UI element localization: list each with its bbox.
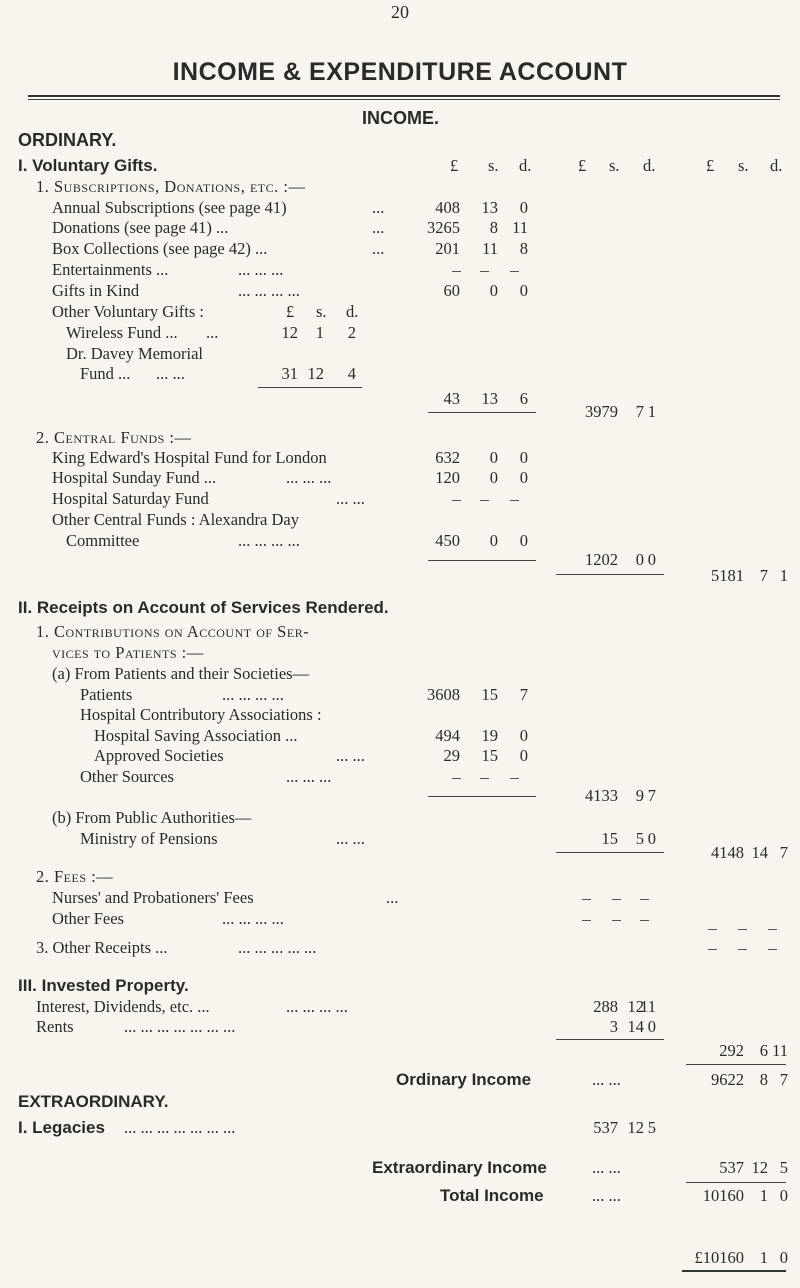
central-total-pounds: 1202 xyxy=(585,550,618,569)
other-gifts-rule xyxy=(258,387,362,388)
rents-label: Rents xyxy=(36,1017,74,1036)
king-edward-pence: 0 xyxy=(519,448,528,467)
approved-societies-label: Approved Societies xyxy=(94,746,224,765)
committee-label: Committee xyxy=(66,531,140,550)
wireless-pounds: 12 xyxy=(281,323,298,342)
title-rule-thin xyxy=(28,99,780,100)
interest-pence: 11 xyxy=(640,997,656,1016)
voluntary-total-shillings: 7 xyxy=(759,566,768,585)
pensions-leader: ... ... xyxy=(336,829,365,848)
public-authorities-heading: (b) From Public Authorities— xyxy=(52,808,252,827)
ordinary-income-pounds: 9622 xyxy=(711,1070,744,1089)
davey-pence: 4 xyxy=(347,364,356,383)
saving-association-pence: 0 xyxy=(519,726,528,745)
total-income-shillings: 1 xyxy=(759,1186,768,1205)
voluntary-total-pence: 1 xyxy=(779,566,788,585)
col-pence-1: d. xyxy=(519,156,532,175)
committee-leader: ... ... ... ... xyxy=(238,531,300,550)
other-fees-dash xyxy=(612,920,621,921)
davey-shillings: 12 xyxy=(307,364,324,383)
col-shillings-3: s. xyxy=(738,156,749,175)
wireless-pence: 2 xyxy=(347,323,356,342)
gifts-in-kind-pounds: 60 xyxy=(443,281,460,300)
pensions-shillings: 5 xyxy=(635,829,644,848)
box-collections-pounds: 201 xyxy=(435,239,460,258)
col-pence-3: d. xyxy=(770,156,783,175)
ordinary-rule xyxy=(686,1064,786,1065)
patients-pounds: 3608 xyxy=(427,685,460,704)
other-receipts-label: 3. Other Receipts ... xyxy=(36,938,168,957)
patients-shillings: 15 xyxy=(481,685,498,704)
fees-total-dash xyxy=(768,929,777,930)
davey-pounds: 31 xyxy=(281,364,298,383)
other-gifts-total-shillings: 13 xyxy=(481,389,498,408)
king-edward-shillings: 0 xyxy=(489,448,498,467)
davey-label: Fund ... xyxy=(80,364,131,383)
total-income-label: Total Income xyxy=(440,1186,544,1205)
box-collections-leader: ... xyxy=(372,239,385,258)
committee-pounds: 450 xyxy=(435,531,460,550)
inner-col-pounds: £ xyxy=(286,302,295,321)
subscriptions-subtotal-shillings: 7 xyxy=(635,402,644,421)
annual-subs-pence: 0 xyxy=(519,198,528,217)
subtotal-a-shillings: 9 xyxy=(635,786,644,805)
other-sources-dash xyxy=(510,778,519,779)
invested-total-pounds: 292 xyxy=(719,1041,744,1060)
other-receipts-leader: ... ... ... ... ... xyxy=(238,938,317,957)
annual-subs-leader: ... xyxy=(372,198,385,217)
voluntary-heading: I. Voluntary Gifts. xyxy=(18,156,158,175)
carried-total-pounds: £10160 xyxy=(694,1248,744,1267)
hospital-saturday-dash xyxy=(510,500,519,501)
interest-shillings: 12 xyxy=(627,997,644,1016)
section-heading: INCOME. xyxy=(362,108,440,128)
pensions-label: Ministry of Pensions xyxy=(80,829,218,848)
contributions-total-pence: 7 xyxy=(779,843,788,862)
box-collections-shillings: 11 xyxy=(482,239,498,258)
central-total-shillings: 0 xyxy=(635,550,644,569)
other-sources-dash xyxy=(452,778,461,779)
contributions-rule xyxy=(556,852,664,853)
hospital-sunday-pence: 0 xyxy=(519,468,528,487)
committee-shillings: 0 xyxy=(489,531,498,550)
donations-pence: 11 xyxy=(512,218,528,237)
annual-subs-label: Annual Subscriptions (see page 41) xyxy=(52,198,287,217)
receipts-heading: II. Receipts on Account of Services Rendered. xyxy=(18,598,389,617)
patients-pence: 7 xyxy=(519,685,528,704)
other-gifts-label: Other Voluntary Gifts : xyxy=(52,302,205,321)
hospital-saturday-leader: ... ... xyxy=(336,489,365,508)
rents-leader: ... ... ... ... ... ... ... xyxy=(124,1017,236,1036)
patients-label: Patients xyxy=(80,685,133,704)
davey-label-line1: Dr. Davey Memorial xyxy=(66,344,204,363)
carried-total-pence: 0 xyxy=(779,1248,788,1267)
wireless-leader: ... xyxy=(206,323,219,342)
col-shillings-2: s. xyxy=(609,156,620,175)
hospital-sunday-pounds: 120 xyxy=(435,468,460,487)
contributions-heading-line1: 1. Contributions on Account of Ser- xyxy=(36,622,310,641)
patients-leader: ... ... ... ... xyxy=(222,685,284,704)
entertainments-leader: ... ... ... xyxy=(238,260,284,279)
hospital-saturday-dash xyxy=(480,500,489,501)
saving-association-pounds: 494 xyxy=(435,726,460,745)
extraordinary-income-shillings: 12 xyxy=(751,1158,768,1177)
nurses-fees-dash xyxy=(640,899,649,900)
ordinary-income-label: Ordinary Income xyxy=(396,1070,532,1089)
nurses-fees-dash xyxy=(582,899,591,900)
invested-total-shillings: 6 xyxy=(759,1041,768,1060)
davey-leader: ... ... xyxy=(156,364,185,383)
col-pounds-1: £ xyxy=(450,156,459,175)
interest-pounds: 288 xyxy=(593,997,618,1016)
contributory-associations-heading: Hospital Contributory Associations : xyxy=(80,705,322,724)
other-fees-dash xyxy=(582,920,591,921)
donations-shillings: 8 xyxy=(489,218,498,237)
hospital-sunday-label: Hospital Sunday Fund ... xyxy=(52,468,217,487)
approved-societies-leader: ... ... xyxy=(336,746,365,765)
col-pounds-2: £ xyxy=(578,156,587,175)
saving-association-label: Hospital Saving Association ... xyxy=(94,726,298,745)
legacies-pounds: 537 xyxy=(593,1118,618,1137)
patients-societies-heading: (a) From Patients and their Societies— xyxy=(52,664,310,683)
col-pounds-3: £ xyxy=(706,156,715,175)
subscriptions-rule xyxy=(428,412,536,413)
rents-pounds: 3 xyxy=(609,1017,618,1036)
contributions-heading-line2: vices to Patients :— xyxy=(52,643,204,662)
extraordinary-income-label: Extraordinary Income xyxy=(372,1158,547,1177)
fees-total-dash xyxy=(708,929,717,930)
invested-heading: III. Invested Property. xyxy=(18,976,189,995)
extraordinary-heading: EXTRAORDINARY. xyxy=(18,1092,169,1111)
box-collections-pence: 8 xyxy=(519,239,528,258)
other-fees-label: Other Fees xyxy=(52,909,124,928)
col-pence-2: d. xyxy=(643,156,656,175)
other-sources-leader: ... ... ... xyxy=(286,767,332,786)
hospital-sunday-shillings: 0 xyxy=(489,468,498,487)
nurses-fees-dash xyxy=(612,899,621,900)
extraordinary-income-pence: 5 xyxy=(779,1158,788,1177)
donations-label: Donations (see page 41) ... xyxy=(52,218,229,237)
contributions-total-shillings: 14 xyxy=(751,843,768,862)
invested-rule xyxy=(556,1039,664,1040)
entertainments-label: Entertainments ... xyxy=(52,260,169,279)
donations-pounds: 3265 xyxy=(427,218,460,237)
hospital-saturday-label: Hospital Saturday Fund xyxy=(52,489,209,508)
nurses-fees-leader: ... xyxy=(386,888,399,907)
ordinary-heading: ORDINARY. xyxy=(18,130,117,150)
inner-col-shillings: s. xyxy=(316,302,327,321)
donations-leader: ... xyxy=(372,218,385,237)
nurses-fees-label: Nurses' and Probationers' Fees xyxy=(52,888,254,907)
pensions-pounds: 15 xyxy=(601,829,618,848)
other-receipts-dash xyxy=(708,949,717,950)
page-number: 20 xyxy=(391,2,409,22)
subscriptions-subtotal-pounds: 3979 xyxy=(585,402,618,421)
other-sources-dash xyxy=(480,778,489,779)
other-fees-dash xyxy=(640,920,649,921)
patients-rule xyxy=(428,796,536,797)
interest-label: Interest, Dividends, etc. ... xyxy=(36,997,210,1016)
other-sources-label: Other Sources xyxy=(80,767,174,786)
central-funds-rule xyxy=(428,560,536,561)
col-shillings-1: s. xyxy=(488,156,499,175)
total-income-pence: 0 xyxy=(779,1186,788,1205)
extraordinary-income-leader: ... ... xyxy=(592,1158,621,1177)
king-edward-label: King Edward's Hospital Fund for London xyxy=(52,448,327,467)
contributions-total-pounds: 4148 xyxy=(711,843,744,862)
annual-subs-shillings: 13 xyxy=(481,198,498,217)
total-income-leader: ... ... xyxy=(592,1186,621,1205)
ordinary-income-leader: ... ... xyxy=(592,1070,621,1089)
legacies-label: I. Legacies xyxy=(18,1118,105,1137)
other-receipts-dash xyxy=(768,949,777,950)
approved-societies-pounds: 29 xyxy=(443,746,460,765)
wireless-shillings: 1 xyxy=(315,323,324,342)
legacies-leader: ... ... ... ... ... ... ... xyxy=(124,1118,236,1137)
gifts-in-kind-label: Gifts in Kind xyxy=(52,281,140,300)
ordinary-income-pence: 7 xyxy=(779,1070,788,1089)
subscriptions-heading: 1. Subscriptions, Donations, etc. :— xyxy=(36,177,306,196)
saving-association-shillings: 19 xyxy=(481,726,498,745)
ordinary-income-shillings: 8 xyxy=(759,1070,768,1089)
gifts-in-kind-pence: 0 xyxy=(519,281,528,300)
extraordinary-income-pounds: 537 xyxy=(719,1158,744,1177)
central-total-pence: 0 xyxy=(647,550,656,569)
gifts-in-kind-leader: ... ... ... ... xyxy=(238,281,300,300)
carried-total-rule xyxy=(682,1270,786,1272)
other-receipts-dash xyxy=(738,949,747,950)
rents-pence: 0 xyxy=(647,1017,656,1036)
approved-societies-pence: 0 xyxy=(519,746,528,765)
other-gifts-total-pence: 6 xyxy=(519,389,528,408)
wireless-label: Wireless Fund ... xyxy=(66,323,178,342)
gifts-in-kind-shillings: 0 xyxy=(489,281,498,300)
title-rule xyxy=(28,95,780,97)
box-collections-label: Box Collections (see page 42) ... xyxy=(52,239,268,258)
committee-pence: 0 xyxy=(519,531,528,550)
subtotal-a-pounds: 4133 xyxy=(585,786,618,805)
approved-societies-shillings: 15 xyxy=(481,746,498,765)
page-title: INCOME & EXPENDITURE ACCOUNT xyxy=(172,58,628,86)
total-income-pounds: 10160 xyxy=(702,1186,744,1205)
central-funds-heading: 2. Central Funds :— xyxy=(36,428,192,447)
subscriptions-subtotal-pence: 1 xyxy=(647,402,656,421)
pensions-pence: 0 xyxy=(647,829,656,848)
voluntary-total-pounds: 5181 xyxy=(711,566,744,585)
other-fees-leader: ... ... ... ... xyxy=(222,909,284,928)
inner-col-pence: d. xyxy=(346,302,359,321)
fees-total-dash xyxy=(738,929,747,930)
carried-total-shillings: 1 xyxy=(759,1248,768,1267)
entertainments-dash xyxy=(510,271,519,272)
entertainments-dash xyxy=(480,271,489,272)
rents-shillings: 14 xyxy=(627,1017,644,1036)
other-gifts-total-pounds: 43 xyxy=(443,389,460,408)
legacies-shillings: 12 xyxy=(627,1118,644,1137)
annual-subs-pounds: 408 xyxy=(435,198,460,217)
total-rule xyxy=(686,1182,786,1183)
legacies-pence: 5 xyxy=(647,1118,656,1137)
voluntary-rule xyxy=(556,574,664,575)
entertainments-dash xyxy=(452,271,461,272)
hospital-saturday-dash xyxy=(452,500,461,501)
king-edward-pounds: 632 xyxy=(435,448,460,467)
subtotal-a-pence: 7 xyxy=(647,786,656,805)
invested-total-pence: 11 xyxy=(772,1041,788,1060)
other-central-label: Other Central Funds : Alexandra Day xyxy=(52,510,299,529)
fees-heading: 2. Fees :— xyxy=(36,867,114,886)
interest-leader: ... ... ... ... xyxy=(286,997,348,1016)
hospital-sunday-leader: ... ... ... xyxy=(286,468,332,487)
